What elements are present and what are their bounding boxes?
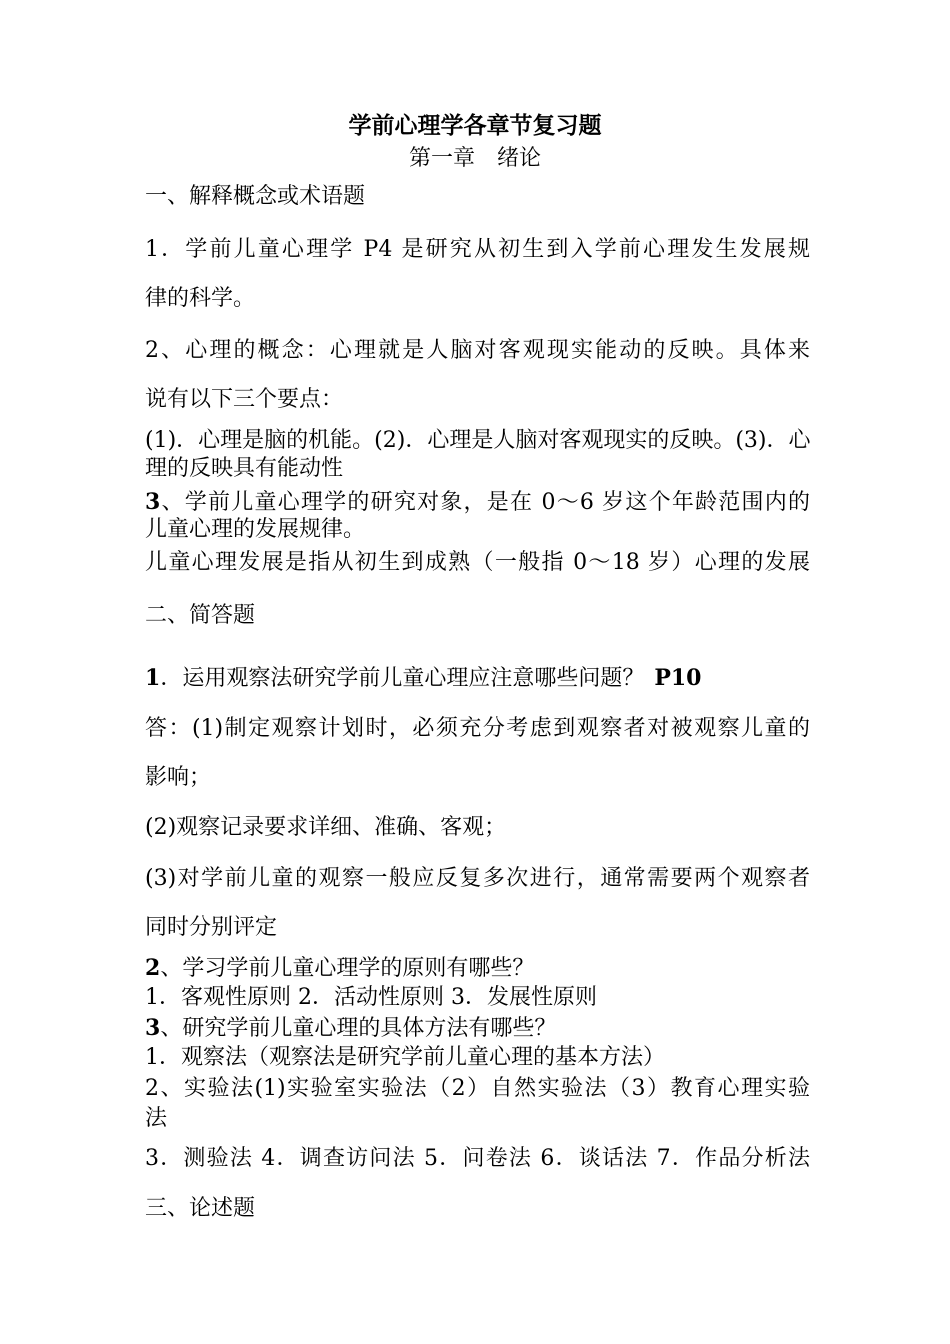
item3-line1	[145, 489, 810, 516]
item3-line2: 儿童心理的发展规律。	[145, 517, 366, 542]
question2	[145, 955, 810, 982]
points-line2: 理的反映具有能动性	[145, 456, 344, 481]
points-line1: (1)．心理是脑的机能。(2)．心理是人脑对客观现实的反映。(3)．心	[145, 428, 811, 453]
answer3-line2: 2、实验法(1)实验室实验法（2）自然实验法（3）教育心理实验	[145, 1076, 810, 1101]
development-definition: 儿童心理发展是指从初生到成熟（一般指 0～18 岁）心理的发展	[145, 550, 810, 575]
answer1-line2: 影响；	[145, 765, 212, 790]
answer1-line5: 同时分别评定	[145, 915, 278, 940]
chapter-title: 第一章 绪论	[408, 146, 541, 171]
question1-number: 1	[145, 665, 161, 691]
question3-number: 3	[145, 1015, 161, 1041]
item1-line2: 律的科学。	[145, 286, 256, 311]
answer3-line4: 3．测验法 4．调查访问法 5．问卷法 6．谈话法 7．作品分析法	[145, 1146, 810, 1171]
answer3-line3: 法	[145, 1106, 168, 1131]
item2-line2: 说有以下三个要点：	[145, 387, 344, 412]
answer1-line1: 答：(1)制定观察计划时，必须充分考虑到观察者对被观察儿童的	[145, 716, 810, 741]
answer1-line4: (3)对学前儿童的观察一般应反复多次进行，通常需要两个观察者	[145, 866, 810, 891]
section-heading-definitions: 一、解释概念或术语题	[145, 184, 366, 209]
answer1-line3: (2)观察记录要求详细、准确、客观；	[145, 815, 507, 840]
item3-number: 3	[145, 489, 161, 515]
section-heading-essay: 三、论述题	[145, 1196, 256, 1221]
question1	[145, 665, 810, 692]
answer3-line1: 1．观察法（观察法是研究学前儿童心理的基本方法）	[145, 1045, 665, 1070]
question3-text: 、研究学前儿童心理的具体方法有哪些？	[160, 1016, 557, 1041]
question2-text: 、学习学前儿童心理学的原则有哪些？	[160, 956, 535, 981]
question1-page-ref: P10	[654, 665, 702, 691]
item3-text: 、学前儿童心理学的研究对象，是在 0～6 岁这个年龄范围内的	[160, 490, 810, 515]
document-title: 学前心理学各章节复习题	[348, 112, 602, 139]
question2-number: 2	[145, 955, 161, 981]
question3	[145, 1015, 810, 1042]
item2-line1: 2、心理的概念：心理就是人脑对客观现实能动的反映。具体来	[145, 338, 810, 363]
section-heading-short-answer: 二、简答题	[145, 603, 256, 628]
question1-text: ．运用观察法研究学前儿童心理应注意哪些问题？	[160, 666, 645, 691]
item1-line1: 1．学前儿童心理学 P4 是研究从初生到入学前心理发生发展规	[145, 237, 810, 262]
answer2: 1．客观性原则 2．活动性原则 3．发展性原则	[145, 985, 597, 1010]
